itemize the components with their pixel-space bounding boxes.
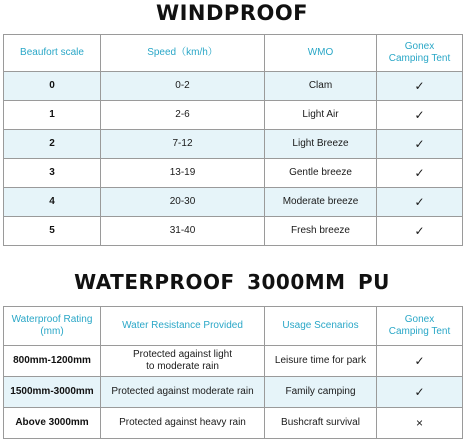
usage-cell: Leisure time for park (265, 346, 377, 377)
speed-cell: 20-30 (101, 188, 265, 217)
speed-cell: 7-12 (101, 130, 265, 159)
waterproof-title: WATERPROOF 3000MM PU (74, 270, 390, 294)
wmo-cell: Gentle breeze (265, 159, 377, 188)
wmo-cell: Moderate breeze (265, 188, 377, 217)
usage-cell: Family camping (265, 377, 377, 408)
beaufort-scale-cell: 0 (4, 72, 101, 101)
speed-cell: 0-2 (101, 72, 265, 101)
rating-cell: 1500mm-3000mm (4, 377, 101, 408)
check-icon: ✓ (377, 101, 463, 130)
table-header-row (4, 35, 463, 72)
table-row (4, 346, 463, 377)
header-beaufort-scale: Beaufort scale (4, 35, 101, 72)
table-row (4, 101, 463, 130)
wmo-cell: Light Breeze (265, 130, 377, 159)
check-icon: ✓ (377, 159, 463, 188)
check-icon: ✓ (377, 72, 463, 101)
header-waterproof-rating: Waterproof Rating (mm) (4, 307, 101, 346)
header-water-resistance: Water Resistance Provided (101, 307, 265, 346)
windproof-table (3, 34, 463, 246)
resistance-cell: Protected against moderate rain (101, 377, 265, 408)
check-icon: ✓ (377, 346, 463, 377)
table-row (4, 408, 463, 439)
wmo-cell: Light Air (265, 101, 377, 130)
table-row (4, 130, 463, 159)
wmo-cell: Fresh breeze (265, 217, 377, 246)
check-icon: ✓ (377, 130, 463, 159)
check-icon: ✓ (377, 217, 463, 246)
resistance-cell: Protected against heavy rain (101, 408, 265, 439)
beaufort-scale-cell: 1 (4, 101, 101, 130)
check-icon: ✓ (377, 188, 463, 217)
header-wmo: WMO (265, 35, 377, 72)
speed-cell: 2-6 (101, 101, 265, 130)
table-row (4, 217, 463, 246)
table-row (4, 72, 463, 101)
table-header-row (4, 307, 463, 346)
windproof-title: WINDPROOF (155, 1, 309, 25)
beaufort-scale-cell: 4 (4, 188, 101, 217)
header-gonex-tent: Gonex Camping Tent (377, 35, 463, 72)
table-row (4, 188, 463, 217)
resistance-cell: Protected against light to moderate rain (101, 346, 265, 377)
header-gonex-tent: Gonex Camping Tent (377, 307, 463, 346)
speed-cell: 31-40 (101, 217, 265, 246)
rating-cell: 800mm-1200mm (4, 346, 101, 377)
header-speed: Speed（km/h） (101, 35, 265, 72)
table-row (4, 159, 463, 188)
beaufort-scale-cell: 2 (4, 130, 101, 159)
speed-cell: 13-19 (101, 159, 265, 188)
table-row (4, 377, 463, 408)
usage-cell: Bushcraft survival (265, 408, 377, 439)
check-icon: ✓ (377, 377, 463, 408)
waterproof-table (3, 306, 463, 439)
cross-icon: × (377, 408, 463, 439)
header-usage-scenarios: Usage Scenarios (265, 307, 377, 346)
beaufort-scale-cell: 3 (4, 159, 101, 188)
wmo-cell: Clam (265, 72, 377, 101)
beaufort-scale-cell: 5 (4, 217, 101, 246)
rating-cell: Above 3000mm (4, 408, 101, 439)
